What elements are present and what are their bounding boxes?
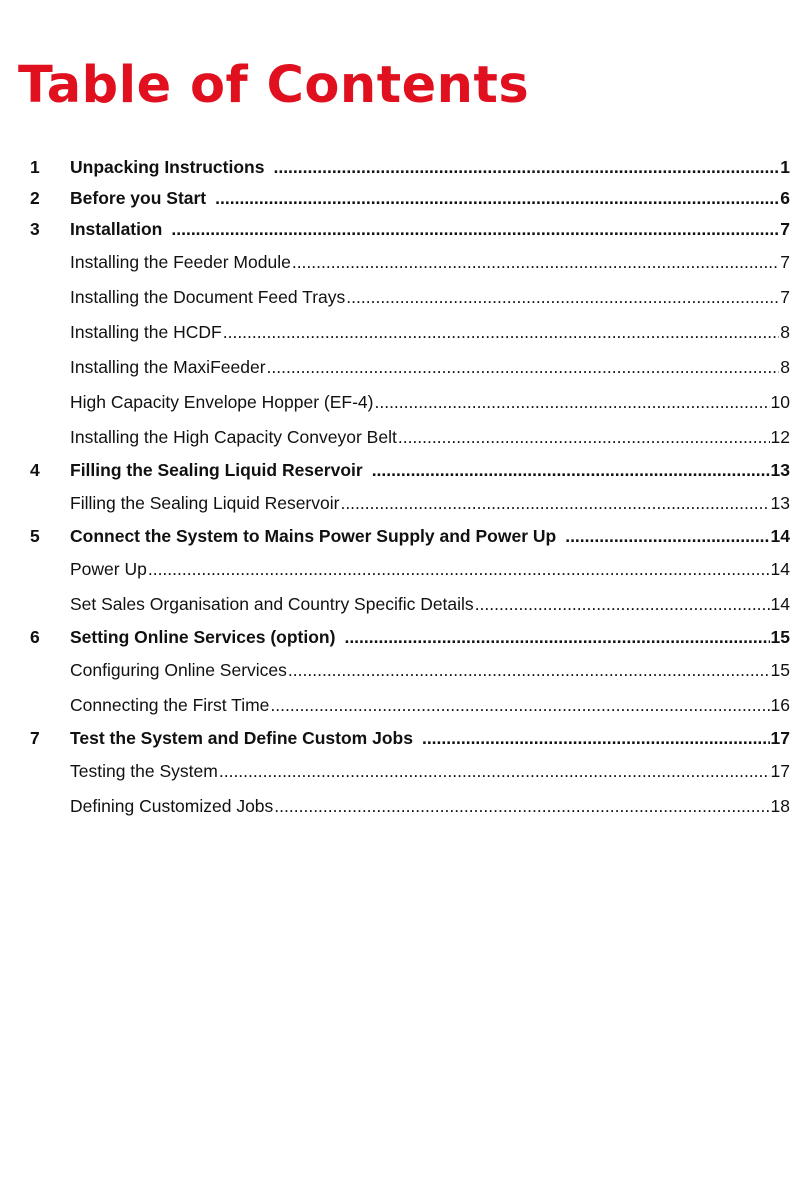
dot-leader xyxy=(475,593,770,615)
entry-title: Unpacking Instructions xyxy=(70,157,265,177)
toc-section-entry[interactable] xyxy=(30,385,790,420)
dot-leader xyxy=(565,525,769,547)
toc-chapter-entry[interactable] xyxy=(30,723,790,754)
page-number: 12 xyxy=(770,427,790,447)
entry-title: Set Sales Organisation and Country Specific Details xyxy=(70,594,474,614)
dot-leader xyxy=(374,391,769,413)
dot-leader xyxy=(274,795,769,817)
page-number: 7 xyxy=(780,252,790,272)
dot-leader xyxy=(346,286,779,308)
page-number: 14 xyxy=(770,594,790,614)
page-number: 7 xyxy=(780,287,790,307)
dot-leader xyxy=(148,558,770,580)
toc-section-entry[interactable] xyxy=(30,587,790,622)
dot-leader xyxy=(372,459,770,481)
toc-section-entry[interactable] xyxy=(30,552,790,587)
chapter-number: 2 xyxy=(30,188,40,208)
toc-chapter-entry[interactable] xyxy=(30,455,790,486)
toc-section-entry[interactable] xyxy=(30,688,790,723)
dot-leader xyxy=(288,659,770,681)
chapter-number: 4 xyxy=(30,460,40,480)
toc-chapter-entry[interactable] xyxy=(30,622,790,653)
entry-title: Filling the Sealing Liquid Reservoir xyxy=(70,493,340,513)
toc-chapter-entry[interactable] xyxy=(30,183,790,214)
entry-title: Configuring Online Services xyxy=(70,660,287,680)
page-number: 1 xyxy=(780,157,790,177)
entry-title: Test the System and Define Custom Jobs xyxy=(70,728,413,748)
dot-leader xyxy=(422,727,770,749)
page-number: 13 xyxy=(770,460,790,480)
page-number: 17 xyxy=(770,761,790,781)
toc-chapter-entry[interactable] xyxy=(30,214,790,245)
entry-title: Setting Online Services (option) xyxy=(70,627,336,647)
table-of-contents xyxy=(30,152,790,824)
entry-title: Installing the HCDF xyxy=(70,322,222,342)
dot-leader xyxy=(398,426,770,448)
entry-title: Before you Start xyxy=(70,188,207,208)
toc-section-entry[interactable] xyxy=(30,280,790,315)
toc-section-entry[interactable] xyxy=(30,653,790,688)
chapter-number: 5 xyxy=(30,526,40,546)
entry-title: Power Up xyxy=(70,559,147,579)
entry-title: Filling the Sealing Liquid Reservoir xyxy=(70,460,363,480)
entry-title: Installing the Document Feed Trays xyxy=(70,287,346,307)
toc-chapter-entry[interactable] xyxy=(30,521,790,552)
dot-leader xyxy=(292,251,779,273)
page-number: 10 xyxy=(770,392,790,412)
page-number: 17 xyxy=(770,728,790,748)
dot-leader xyxy=(171,218,779,240)
dot-leader xyxy=(344,626,769,648)
page-number: 15 xyxy=(770,627,790,647)
page-number: 8 xyxy=(780,322,790,342)
page-title: Table of Contents xyxy=(18,56,530,115)
chapter-number: 1 xyxy=(30,157,40,177)
entry-title: Defining Customized Jobs xyxy=(70,796,274,816)
chapter-number: 3 xyxy=(30,219,40,239)
entry-title: Testing the System xyxy=(70,761,218,781)
toc-section-entry[interactable] xyxy=(30,315,790,350)
page-number: 14 xyxy=(770,526,790,546)
entry-title: Connecting the First Time xyxy=(70,695,270,715)
chapter-number: 6 xyxy=(30,627,40,647)
dot-leader xyxy=(219,760,770,782)
dot-leader xyxy=(270,694,769,716)
entry-title: Connect the System to Mains Power Supply and Power Up xyxy=(70,526,557,546)
toc-section-entry[interactable] xyxy=(30,789,790,824)
toc-section-entry[interactable] xyxy=(30,754,790,789)
dot-leader xyxy=(273,156,779,178)
page-number: 15 xyxy=(770,660,790,680)
page-number: 16 xyxy=(770,695,790,715)
page-number: 8 xyxy=(780,357,790,377)
entry-title: Installation xyxy=(70,219,163,239)
chapter-number: 7 xyxy=(30,728,40,748)
page-number: 18 xyxy=(770,796,790,816)
entry-title: High Capacity Envelope Hopper (EF-4) xyxy=(70,392,374,412)
toc-section-entry[interactable] xyxy=(30,350,790,385)
dot-leader xyxy=(215,187,779,209)
entry-title: Installing the High Capacity Conveyor Belt xyxy=(70,427,397,447)
page-number: 13 xyxy=(770,493,790,513)
toc-section-entry[interactable] xyxy=(30,486,790,521)
page-number: 6 xyxy=(780,188,790,208)
page-number: 7 xyxy=(780,219,790,239)
entry-title: Installing the MaxiFeeder xyxy=(70,357,266,377)
dot-leader xyxy=(267,356,780,378)
toc-chapter-entry[interactable] xyxy=(30,152,790,183)
entry-title: Installing the Feeder Module xyxy=(70,252,291,272)
dot-leader xyxy=(340,492,769,514)
toc-section-entry[interactable] xyxy=(30,245,790,280)
dot-leader xyxy=(223,321,780,343)
page-number: 14 xyxy=(770,559,790,579)
toc-section-entry[interactable] xyxy=(30,420,790,455)
